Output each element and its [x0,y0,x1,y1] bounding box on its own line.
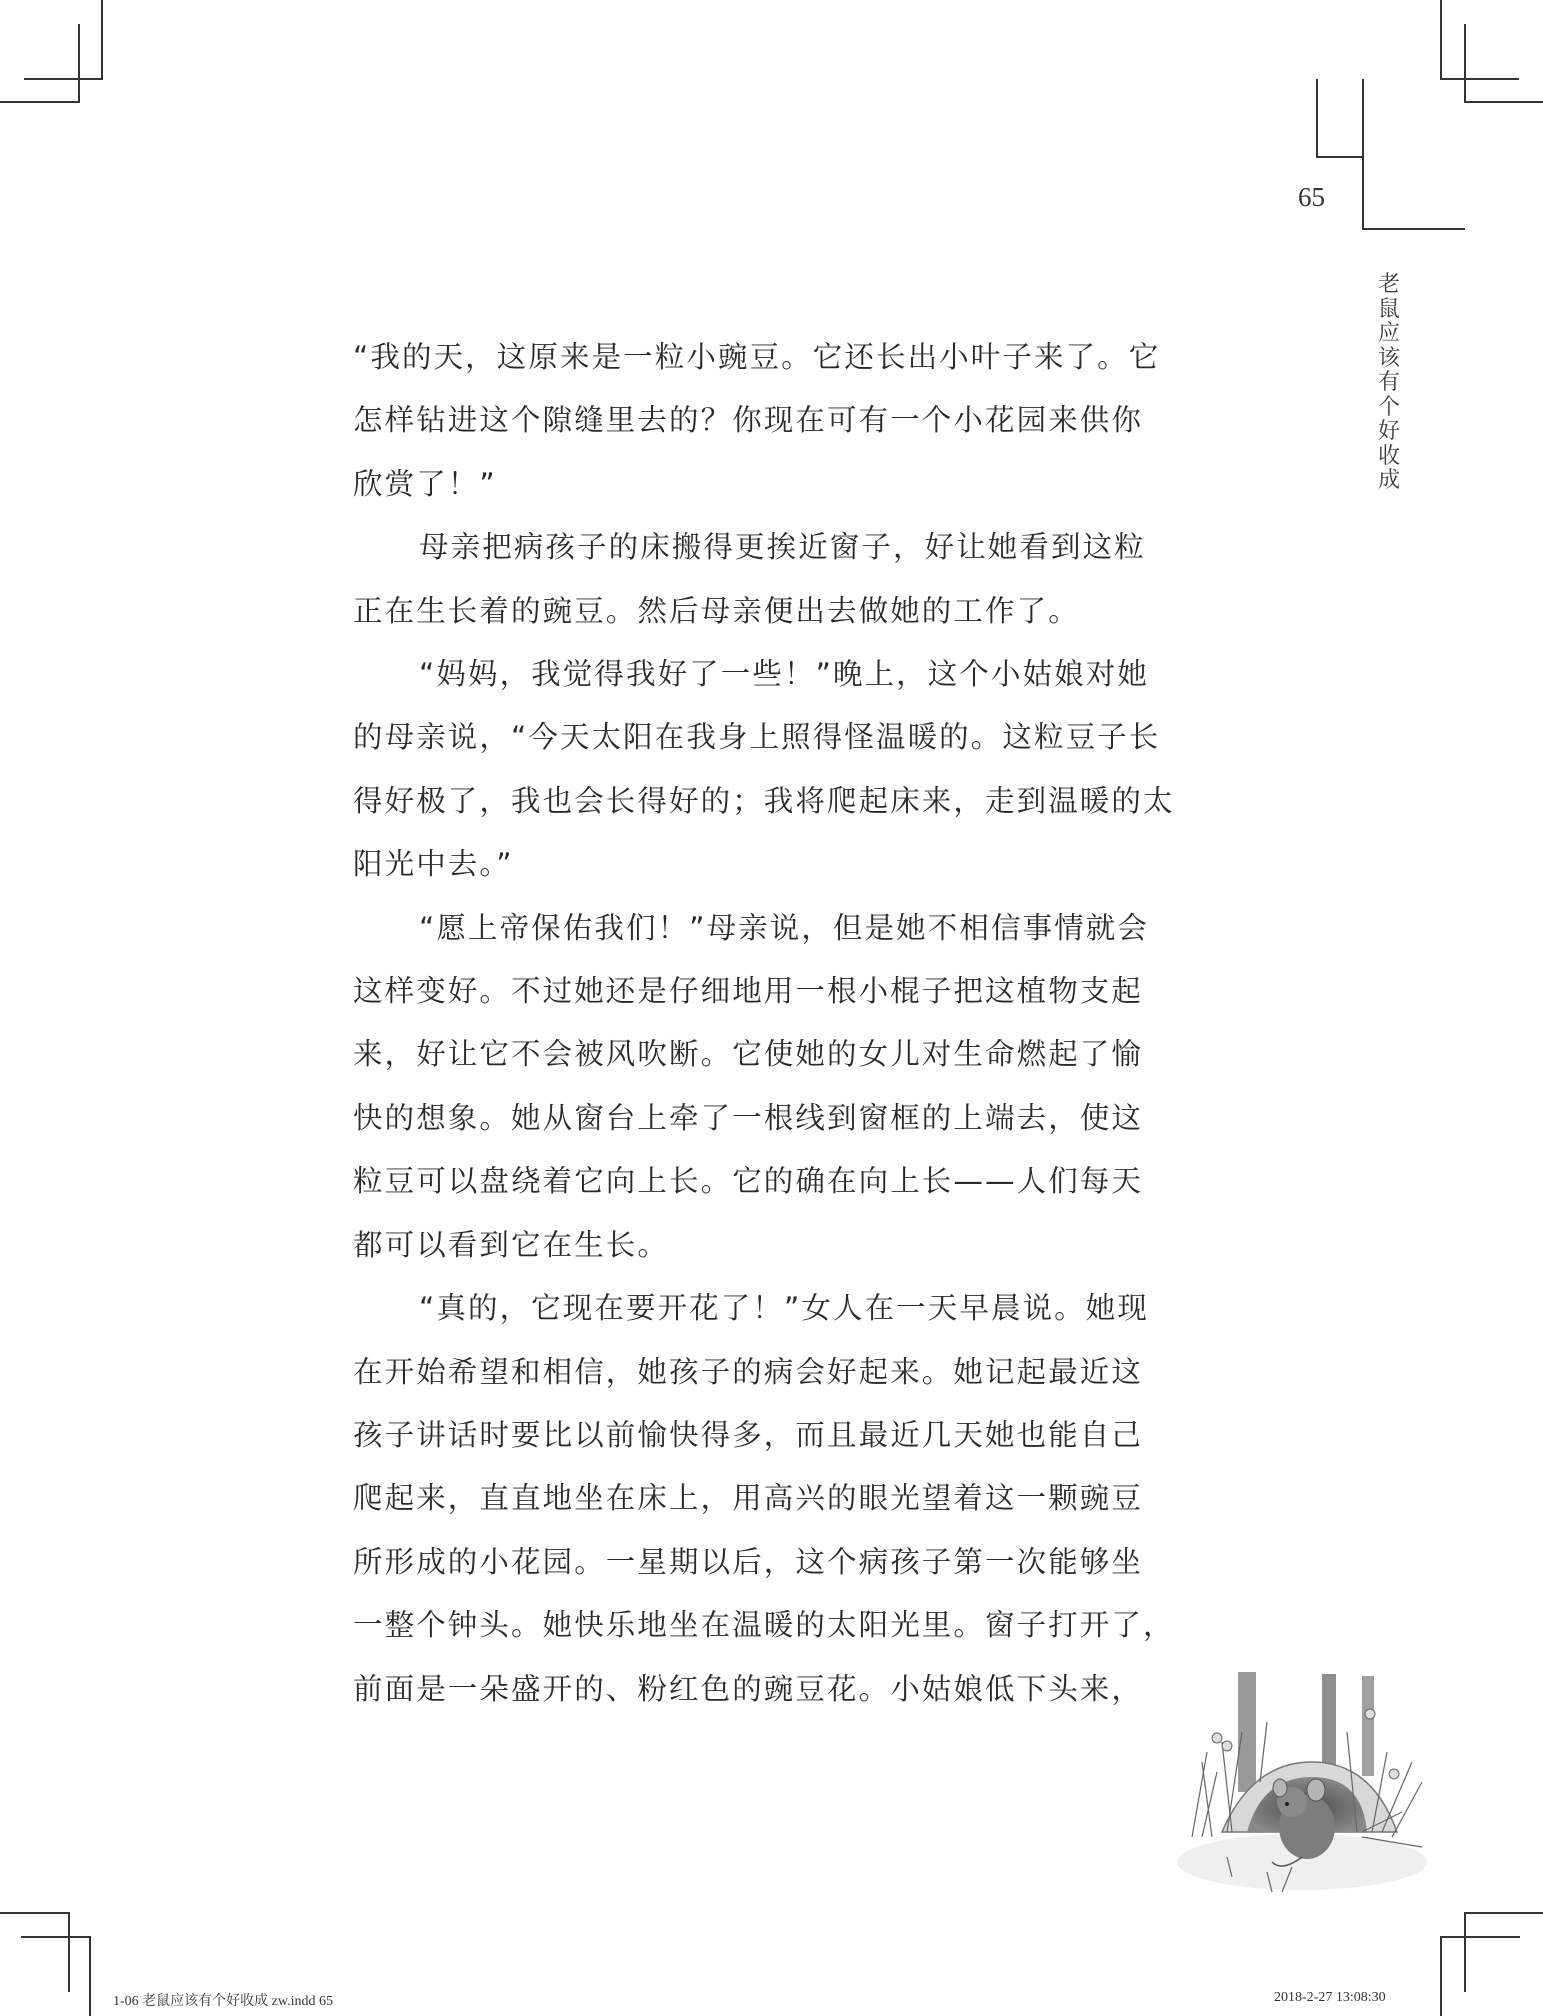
text-line: “真的，它现在要开花了！”女人在一天早晨说。她现 [419,1291,1149,1326]
text-line: 的母亲说，“今天太阳在我身上照得怪温暖的。这粒豆子长 [353,720,1161,755]
text-line: 粒豆可以盘绕着它向上长。它的确在向上长——人们每天 [353,1164,1144,1199]
slug-timestamp: 2018-2-27 13:08:30 [1274,1990,1386,2005]
crop-mark [1440,0,1442,78]
text-line: 快的想象。她从窗台上牵了一根线到窗框的上端去，使这 [353,1100,1144,1135]
text-line: 怎样钻进这个隙缝里去的？你现在可有一个小花园来供你 [353,403,1144,438]
text-line: 都可以看到它在生长。 [353,1227,670,1262]
text-line: “我的天，这原来是一粒小豌豆。它还长出小叶子来了。它 [353,340,1161,374]
crop-mark [0,101,79,103]
crop-mark [101,0,103,78]
crop-mark [78,24,80,103]
running-head-char: 收 [1377,443,1400,469]
text-line: 来，好让它不会被风吹断。它使她的女儿对生命燃起了愉 [353,1037,1144,1072]
page-number: 65 [1298,182,1325,212]
running-head-char: 老 [1377,272,1400,297]
crop-mark [68,1912,70,1992]
text-line: 正在生长着的豌豆。然后母亲便出去做她的工作了。 [353,593,1080,628]
crop-mark [1464,24,1466,103]
text-line: “妈妈，我觉得我好了一些！”晚上，这个小姑娘对她 [419,657,1149,692]
running-head-char: 好 [1377,419,1400,444]
text-line: 这样变好。不过她还是仔细地用一根小棍子把这植物支起 [353,974,1144,1009]
running-head-char: 鼠 [1377,296,1400,322]
text-line: 在开始希望和相信，她孩子的病会好起来。她记起最近这 [353,1354,1144,1389]
header-rule [1316,79,1318,157]
running-head-char: 成 [1377,468,1400,493]
text-line: 前面是一朵盛开的、粉红色的豌豆花。小姑娘低下头来， [353,1671,1144,1706]
crop-mark [1464,1912,1543,1914]
crop-mark [0,1912,69,1914]
crop-mark [1440,1936,1520,1938]
running-head-char: 该 [1377,345,1400,371]
text-line: 得好极了，我也会长得好的；我将爬起床来，走到温暖的太 [353,783,1175,818]
crop-mark [1440,1936,1442,2016]
text-line: “愿上帝保佑我们！”母亲说，但是她不相信事情就会 [419,910,1149,945]
body-text [353,326,1223,1721]
crop-mark [1440,78,1519,80]
crop-mark [1464,101,1543,103]
header-rule [1362,79,1364,230]
text-line: 一整个钟头。她快乐地坐在温暖的太阳光里。窗子打开了， [353,1608,1175,1643]
text-line: 阳光中去。” [353,847,514,882]
text-line: 母亲把病孩子的床搬得更挨近窗子，好让她看到这粒 [419,530,1146,565]
slug-filename: 1-06 老鼠应该有个好收成 zw.indd 65 [113,1994,333,2009]
crop-mark [21,1936,90,1938]
running-head [1372,273,1406,494]
crop-mark [89,1936,91,2016]
text-line: 孩子讲话时要比以前愉快得多，而且最近几天她也能自己 [353,1417,1144,1452]
crop-mark [1464,1912,1466,1992]
text-line: 欣赏了！” [353,466,497,501]
running-head-char: 个 [1377,394,1400,420]
header-rule [1316,156,1362,158]
mouse-illustration [1172,1662,1434,1900]
running-head-char: 应 [1377,321,1400,346]
crop-mark [24,78,103,80]
text-line: 爬起来，直直地坐在床上，用高兴的眼光望着这一颗豌豆 [353,1481,1144,1516]
header-rule [1362,228,1465,230]
running-head-char: 有 [1377,370,1400,395]
text-line: 所形成的小花园。一星期以后，这个病孩子第一次能够坐 [353,1544,1144,1579]
